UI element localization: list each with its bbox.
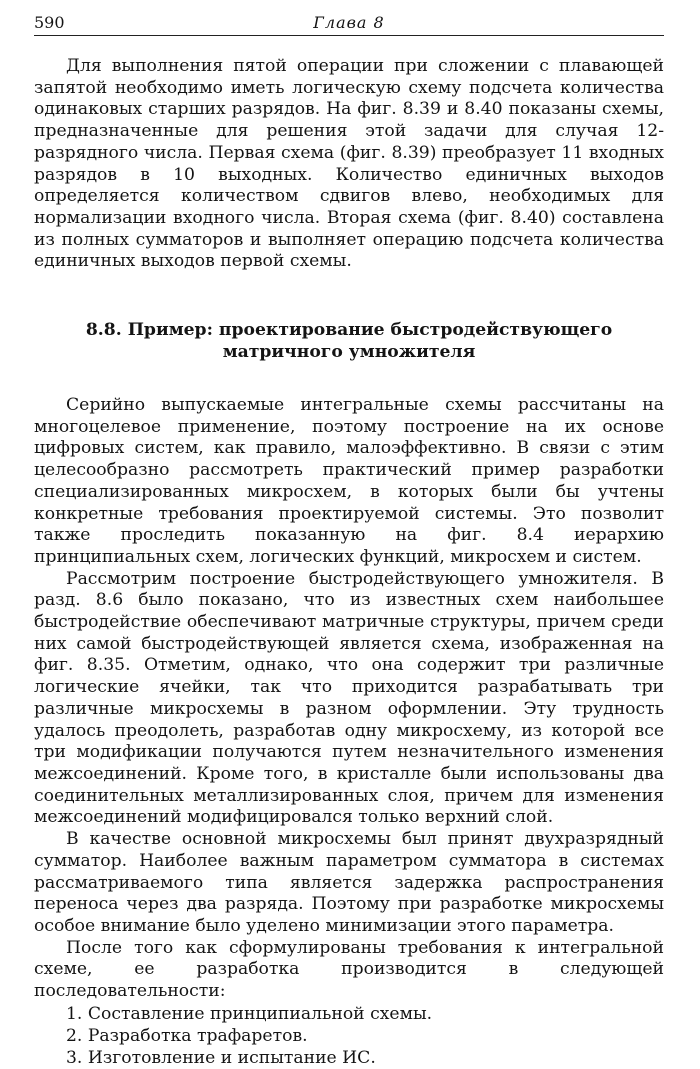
- paragraph-1: Серийно выпускаемые интегральные схемы рассчитаны на многоцелевое применение, поэтому построение на их основе цифровых систем, как правило, малоэффективно. В связи с этим целесообразно рассмотреть практический пример разработки специализированных микросхем, в которых были бы учтены конкретные требования проектируемой системы. Это позволит также проследить показанную на фиг. 8.4 иерархию принципиальных схем, логических функций, микросхем и систем.: [34, 395, 664, 567]
- page-number: 590: [34, 13, 65, 32]
- list-item: 1. Составление принципиальной схемы.: [66, 1003, 433, 1024]
- chapter-title: Глава 8: [313, 13, 385, 32]
- paragraph-2: Рассмотрим построение быстродействующего умножителя. В разд. 8.6 было показано, что из известных схем наибольшее быстродействие обеспечивают матричные структуры, причем среди них самой быстродействующей является схема, изображенная на фиг. 8.35. Отметим, однако, что она содержит три различные логические ячейки, так что приходится разрабатывать три различные микросхемы в разном оформлении. Эту трудность удалось преодолеть, разработав одну микросхему, из которой все три модификации получаются путем незначительного изменения межсоединений. Кроме того, в кристалле были использованы два соединительных металлизированных слоя, причем для изменения межсоединений модифицировался только верхний слой.: [34, 568, 664, 828]
- body-text: [34, 56, 664, 1069]
- intro-paragraph: Для выполнения пятой операции при сложении с плавающей запятой необходимо иметь логическую схему подсчета количества одинаковых старших разрядов. На фиг. 8.39 и 8.40 показаны схемы, предназначенные для решения этой задачи для случая 12-разрядного числа. Первая схема (фиг. 8.39) преобразует 11 входных разрядов в 10 выходных. Количество единичных выходов определяется количеством сдвигов влево, необходимых для нормализации входного числа. Вторая схема (фиг. 8.40) составлена из полных сумматоров и выполняет операцию подсчета количества единичных выходов первой схемы.: [34, 56, 664, 272]
- paragraph-4: После того как сформулированы требования к интегральной схеме, ее разработка производится в следующей последовательности:: [34, 937, 664, 1002]
- section-heading-line-2: матричного умножителя: [222, 342, 476, 363]
- list-item: 3. Изготовление и испытание ИС.: [66, 1047, 376, 1068]
- running-header: [34, 10, 664, 36]
- paragraph-3: В качестве основной микросхемы был принят двухразрядный сумматор. Наиболее важным параметром сумматора в системах рассматриваемого типа является задержка распространения переноса через два разряда. Поэтому при разработке микросхемы особое внимание было уделено минимизации этого параметра.: [34, 829, 664, 936]
- list-item: 2. Разработка трафаретов.: [66, 1025, 308, 1046]
- section-heading: [34, 319, 664, 363]
- section-heading-line-1: 8.8. Пример: проектирование быстродействующего: [85, 320, 613, 341]
- steps-list: [34, 1003, 664, 1069]
